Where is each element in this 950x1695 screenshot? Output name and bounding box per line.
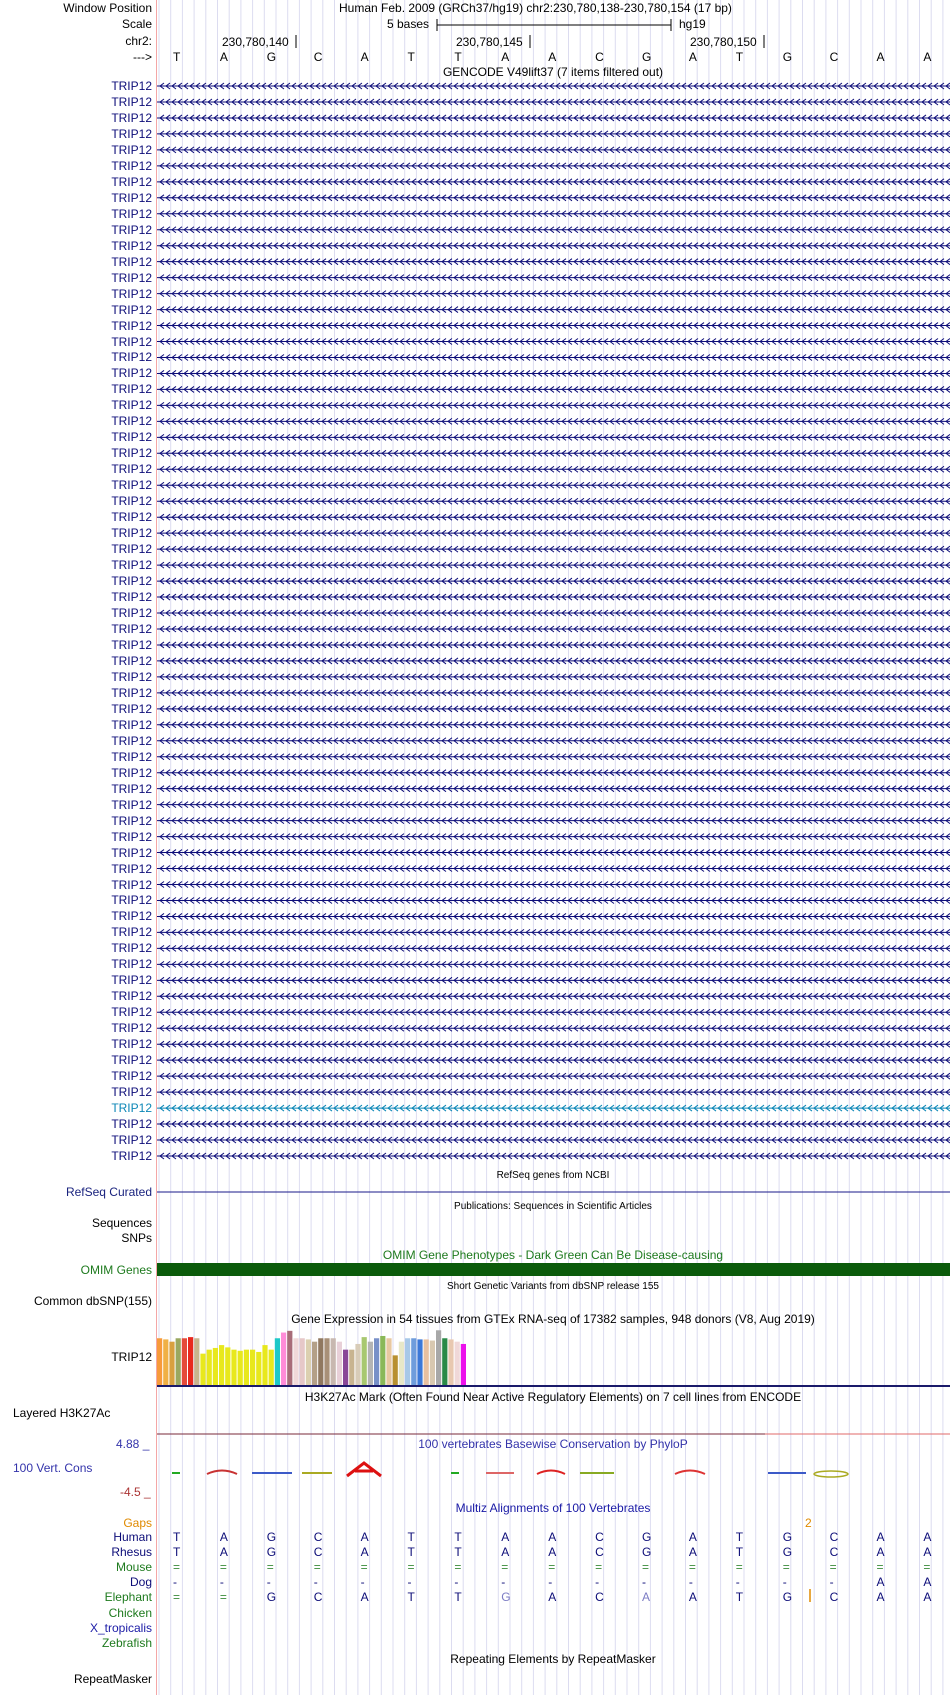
publications-track-title[interactable]: Publications: Sequences in Scientific Articles <box>454 1201 652 1212</box>
gene-label-trip12[interactable]: TRIP12 <box>111 590 152 605</box>
gtex-tissue-bar <box>455 1342 460 1385</box>
phylop-score-mark <box>814 1471 848 1477</box>
aligned-base: A <box>219 1545 228 1560</box>
aligned-base: - <box>829 1575 834 1590</box>
gtex-tissue-bar <box>169 1342 174 1385</box>
dbsnp-label[interactable]: Common dbSNP(155) <box>33 1294 152 1308</box>
aligned-base: - <box>501 1575 506 1590</box>
gtex-tissue-bar <box>461 1344 466 1385</box>
species-label-elephant[interactable]: Elephant <box>104 1590 152 1605</box>
gtex-tissue-bar <box>374 1338 379 1385</box>
gene-label-trip12[interactable]: TRIP12 <box>111 1021 152 1036</box>
gtex-tissue-bar <box>231 1350 236 1385</box>
aligned-base: = <box>313 1560 321 1575</box>
h3k27ac-label[interactable]: Layered H3K27Ac <box>13 1406 111 1420</box>
repeatmasker-label[interactable]: RepeatMasker <box>73 1672 152 1686</box>
gene-label-trip12[interactable]: TRIP12 <box>111 430 152 445</box>
gene-label-trip12[interactable]: TRIP12 <box>111 478 152 493</box>
gene-label-trip12[interactable]: TRIP12 <box>111 861 152 876</box>
aligned-base: = <box>219 1560 227 1575</box>
refseq-curated-label[interactable]: RefSeq Curated <box>65 1185 152 1199</box>
gene-label-trip12[interactable]: TRIP12 <box>111 653 152 668</box>
aligned-base: A <box>548 1530 557 1544</box>
aligned-base: - <box>642 1575 646 1590</box>
aligned-base: A <box>219 1530 228 1544</box>
gene-label-trip12[interactable]: TRIP12 <box>111 685 152 700</box>
gene-label-trip12[interactable]: TRIP12 <box>111 526 152 541</box>
gtex-tissue-bar <box>281 1333 286 1385</box>
aligned-base: - <box>454 1575 459 1590</box>
base-letter: T <box>173 50 181 64</box>
gene-label-trip12[interactable]: TRIP12 <box>111 941 152 956</box>
gene-label-trip12[interactable]: TRIP12 <box>111 542 152 557</box>
scale-label: Scale <box>121 17 152 31</box>
aligned-base: A <box>501 1530 510 1544</box>
species-label-zebrafish[interactable]: Zebrafish <box>101 1635 152 1650</box>
strand-direction-label: ---> <box>133 50 152 64</box>
gene-label-trip12[interactable]: TRIP12 <box>111 110 152 125</box>
base-letter: T <box>454 50 462 64</box>
aligned-base: - <box>266 1575 271 1590</box>
aligned-base: = <box>360 1560 368 1575</box>
aligned-base: G <box>266 1530 277 1544</box>
gene-label-trip12[interactable]: TRIP12 <box>111 781 152 796</box>
gtex-tissue-bar <box>331 1338 336 1385</box>
gene-label-trip12[interactable]: TRIP12 <box>111 621 152 636</box>
aligned-base: - <box>548 1575 553 1590</box>
gene-label-trip12[interactable]: TRIP12 <box>111 79 152 93</box>
refseq-track-title[interactable]: RefSeq genes from NCBI <box>496 1170 610 1181</box>
phylop-score-mark <box>537 1471 565 1475</box>
aligned-base: G <box>782 1530 793 1544</box>
gtex-tissue-bar <box>393 1355 398 1385</box>
aligned-base: = <box>735 1560 743 1575</box>
aligned-base: C <box>313 1530 323 1544</box>
aligned-base: = <box>219 1590 227 1605</box>
gencode-track-title[interactable]: GENCODE V49lift37 (7 items filtered out) <box>442 65 664 79</box>
aligned-base: - <box>360 1575 365 1590</box>
gtex-tissue-bar <box>436 1330 441 1385</box>
aligned-base: C <box>829 1530 839 1544</box>
gaps-label: Gaps <box>123 1516 152 1530</box>
gtex-tissue-bar <box>293 1338 298 1385</box>
gene-label-trip12[interactable]: TRIP12 <box>111 717 152 732</box>
species-label-dog[interactable]: Dog <box>129 1575 152 1590</box>
gene-label-trip12[interactable]: TRIP12 <box>111 877 152 892</box>
gtex-tissue-bar <box>324 1338 329 1385</box>
aligned-base: - <box>735 1575 740 1590</box>
aligned-base: C <box>313 1545 323 1560</box>
repeatmasker-track-title[interactable]: Repeating Elements by RepeatMasker <box>450 1652 656 1666</box>
aligned-base: = <box>454 1560 462 1575</box>
scale-assembly-text: hg19 <box>679 17 706 31</box>
aligned-base: G <box>642 1545 652 1560</box>
base-letter: G <box>266 50 277 64</box>
base-letter: C <box>595 50 604 64</box>
gtex-tissue-bar <box>262 1345 267 1385</box>
gtex-tissue-bar <box>225 1347 230 1385</box>
gene-label-trip12[interactable]: TRIP12 <box>111 318 152 333</box>
gene-label-trip12[interactable]: TRIP12 <box>111 286 152 301</box>
aligned-base: G <box>266 1545 277 1560</box>
gene-label-trip12[interactable]: TRIP12 <box>111 813 152 828</box>
aligned-base: = <box>548 1560 556 1575</box>
base-letter: A <box>219 50 228 64</box>
ruler-tick-label: 230,780,150 <box>690 35 757 49</box>
aligned-base: A <box>360 1545 369 1560</box>
gtex-tissue-bar <box>188 1337 193 1385</box>
gtex-tissue-bar <box>442 1338 447 1385</box>
aligned-base: T <box>173 1530 181 1544</box>
aligned-base: A <box>923 1530 932 1544</box>
aligned-base: A <box>923 1590 932 1605</box>
gtex-tissue-bar <box>399 1342 404 1385</box>
gene-label-trip12[interactable]: TRIP12 <box>111 158 152 173</box>
aligned-base: A <box>548 1590 557 1605</box>
aligned-base: T <box>735 1530 744 1544</box>
gtex-tissue-bar <box>275 1338 280 1385</box>
gene-label-trip12[interactable]: TRIP12 <box>111 669 152 684</box>
gtex-tissue-bar <box>424 1339 429 1385</box>
aligned-base: A <box>923 1545 932 1560</box>
gene-label-trip12[interactable]: TRIP12 <box>111 414 152 429</box>
gtex-tissue-bar <box>448 1339 453 1385</box>
gene-label-trip12[interactable]: TRIP12 <box>111 254 152 269</box>
gtex-tissue-bar <box>194 1338 199 1385</box>
aligned-base: A <box>360 1530 369 1544</box>
aligned-base: A <box>876 1530 885 1544</box>
gtex-tissue-bar <box>157 1338 162 1385</box>
aligned-base: T <box>735 1590 744 1605</box>
gtex-tissue-bar <box>380 1336 385 1385</box>
base-letter: C <box>829 50 839 64</box>
gene-label-trip12[interactable]: TRIP12 <box>111 174 152 189</box>
gene-label-trip12[interactable]: TRIP12 <box>111 701 152 716</box>
gene-label-trip12[interactable]: TRIP12 <box>111 765 152 780</box>
aligned-base: A <box>642 1590 651 1605</box>
gtex-tissue-bar <box>355 1344 360 1385</box>
base-letter: G <box>782 50 793 64</box>
aligned-base: G <box>782 1590 793 1605</box>
aligned-base: - <box>407 1575 412 1590</box>
multiz-track-title[interactable]: Multiz Alignments of 100 Vertebrates <box>455 1501 651 1515</box>
gene-label-trip12[interactable]: TRIP12 <box>111 1037 152 1052</box>
gene-label-trip12[interactable]: TRIP12 <box>111 398 152 413</box>
gtex-tissue-bar <box>300 1338 305 1385</box>
aligned-base: A <box>876 1575 885 1590</box>
gtex-tissue-bar <box>349 1350 354 1385</box>
gene-label-trip12[interactable]: TRIP12 <box>111 446 152 461</box>
aligned-base: = <box>829 1560 837 1575</box>
gene-label-trip12[interactable]: TRIP12 <box>111 94 152 109</box>
species-label-human[interactable]: Human <box>113 1530 152 1544</box>
base-letter: A <box>688 50 697 64</box>
chromosome-label: chr2: <box>125 34 152 48</box>
gtex-tissue-bar <box>163 1339 168 1385</box>
gap-count: 2 <box>805 1516 812 1530</box>
gene-label-trip12[interactable]: TRIP12 <box>111 733 152 748</box>
aligned-base: T <box>173 1545 181 1560</box>
gtex-tissue-bar <box>337 1342 342 1385</box>
aligned-base: - <box>688 1575 693 1590</box>
aligned-base: C <box>595 1590 604 1605</box>
aligned-base: = <box>595 1560 603 1575</box>
gene-label-trip12[interactable]: TRIP12 <box>111 574 152 589</box>
aligned-base: T <box>454 1590 462 1605</box>
gtex-track-title[interactable]: Gene Expression in 54 tissues from GTEx RNA-seq of 17382 samples, 948 donors (V8, Aug 2019) <box>291 1312 815 1326</box>
gene-label-trip12[interactable]: TRIP12 <box>111 366 152 381</box>
aligned-base: G <box>501 1590 511 1605</box>
aligned-base: T <box>407 1590 415 1605</box>
aligned-base: - <box>782 1575 787 1590</box>
aligned-base: T <box>407 1530 415 1544</box>
aligned-base: = <box>173 1560 181 1575</box>
gtex-tissue-bar <box>430 1341 435 1385</box>
gtex-tissue-bar <box>411 1338 416 1385</box>
base-letter: T <box>735 50 744 64</box>
gene-label-trip12[interactable]: TRIP12 <box>111 829 152 844</box>
aligned-base: A <box>688 1590 697 1605</box>
species-label-mouse[interactable]: Mouse <box>115 1560 152 1575</box>
phylop-min-label: -4.5 _ <box>120 1485 151 1499</box>
base-letter: G <box>642 50 652 64</box>
assembly-position-text[interactable]: Human Feb. 2009 (GRCh37/hg19) chr2:230,780,138-230,780,154 (17 bp) <box>339 1 732 15</box>
aligned-base: = <box>876 1560 884 1575</box>
base-letter: C <box>313 50 323 64</box>
gtex-tissue-bar <box>318 1338 323 1385</box>
phylop-track-title[interactable]: 100 vertebrates Basewise Conservation by PhyloP <box>418 1437 688 1451</box>
gene-label-trip12[interactable]: TRIP12 <box>111 350 152 365</box>
phylop-track-label[interactable]: 100 Vert. Cons <box>13 1461 93 1475</box>
aligned-base: A <box>923 1575 932 1590</box>
aligned-base: A <box>876 1545 885 1560</box>
gtex-tissue-bar <box>207 1350 212 1385</box>
gtex-tissue-bar <box>219 1345 224 1385</box>
phylop-max-label: 4.88 _ <box>116 1437 150 1451</box>
dbsnp-track-title[interactable]: Short Genetic Variants from dbSNP release 155 <box>447 1281 659 1292</box>
aligned-base: A <box>688 1530 697 1544</box>
base-letter: A <box>923 50 932 64</box>
omim-bar <box>157 1263 950 1276</box>
base-letter: A <box>876 50 885 64</box>
aligned-base: = <box>642 1560 650 1575</box>
gene-label-trip12[interactable]: TRIP12 <box>111 973 152 988</box>
gene-label-trip12[interactable]: TRIP12 <box>111 1005 152 1020</box>
gene-label-trip12[interactable]: TRIP12 <box>111 749 152 764</box>
h3k27ac-track-title[interactable]: H3K27Ac Mark (Often Found Near Active Regulatory Elements) on 7 cell lines from ENCODE <box>304 1390 802 1404</box>
gtex-gene-label[interactable]: TRIP12 <box>111 1350 152 1364</box>
species-label-rhesus[interactable]: Rhesus <box>111 1545 152 1560</box>
gene-label-trip12[interactable]: TRIP12 <box>111 637 152 652</box>
gene-label-trip12[interactable]: TRIP12 <box>111 606 152 620</box>
ruler-tick-label: 230,780,145 <box>456 35 523 49</box>
gene-label-trip12[interactable]: TRIP12 <box>111 893 152 908</box>
gene-label-trip12[interactable]: TRIP12 <box>111 925 152 940</box>
gene-label-trip12[interactable]: TRIP12 <box>111 1101 152 1116</box>
base-letter: A <box>501 50 510 64</box>
gene-label-trip12[interactable]: TRIP12 <box>111 126 152 141</box>
aligned-base: A <box>876 1590 885 1605</box>
gene-label-trip12[interactable]: TRIP12 <box>111 1133 152 1148</box>
gtex-tissue-bar <box>250 1350 255 1385</box>
gtex-tissue-bar <box>417 1339 422 1385</box>
gtex-tissue-bar <box>312 1342 317 1385</box>
ruler-tick-label: 230,780,140 <box>222 35 289 49</box>
base-letter: A <box>548 50 557 64</box>
base-letter: A <box>360 50 369 64</box>
phylop-score-mark <box>207 1471 237 1475</box>
gene-label-trip12[interactable]: TRIP12 <box>111 494 152 509</box>
aligned-base: G <box>266 1590 277 1605</box>
gene-label-trip12[interactable]: TRIP12 <box>111 382 152 397</box>
gene-label-trip12[interactable]: TRIP12 <box>111 302 152 317</box>
gene-label-trip12[interactable]: TRIP12 <box>111 334 152 349</box>
gtex-tissue-bar <box>368 1342 373 1385</box>
gene-label-trip12[interactable]: TRIP12 <box>111 510 152 525</box>
aligned-base: - <box>173 1575 177 1590</box>
aligned-base: - <box>313 1575 318 1590</box>
gtex-tissue-bar <box>256 1352 261 1385</box>
gene-label-trip12[interactable]: TRIP12 <box>111 989 152 1004</box>
gene-label-trip12[interactable]: TRIP12 <box>111 558 152 573</box>
aligned-base: G <box>782 1545 793 1560</box>
aligned-base: T <box>454 1545 462 1560</box>
gtex-tissue-bar <box>362 1337 367 1385</box>
aligned-base: T <box>454 1530 462 1544</box>
aligned-base: C <box>595 1545 604 1560</box>
gene-label-trip12[interactable]: TRIP12 <box>111 270 152 285</box>
gtex-tissue-bar <box>182 1338 187 1385</box>
publications-snps-label[interactable]: SNPs <box>121 1231 152 1245</box>
omim-track-title[interactable]: OMIM Gene Phenotypes - Dark Green Can Be Disease-causing <box>382 1248 724 1262</box>
omim-genes-label[interactable]: OMIM Genes <box>80 1263 152 1277</box>
aligned-base: = <box>173 1590 181 1605</box>
base-letter: T <box>407 50 415 64</box>
gtex-tissue-bar <box>213 1348 218 1385</box>
gene-label-trip12[interactable]: TRIP12 <box>111 845 152 860</box>
species-label-chicken[interactable]: Chicken <box>108 1605 152 1620</box>
gtex-tissue-bar <box>306 1339 311 1385</box>
aligned-base: T <box>735 1545 744 1560</box>
aligned-base: = <box>782 1560 790 1575</box>
aligned-base: A <box>360 1590 369 1605</box>
gtex-tissue-bar <box>238 1351 243 1385</box>
gtex-tissue-bar <box>343 1350 348 1385</box>
aligned-base: C <box>829 1545 839 1560</box>
gene-label-trip12[interactable]: TRIP12 <box>111 462 152 477</box>
gene-label-trip12[interactable]: TRIP12 <box>111 222 152 237</box>
aligned-base: C <box>313 1590 323 1605</box>
gene-label-trip12[interactable]: TRIP12 <box>111 206 152 221</box>
aligned-base: = <box>501 1560 509 1575</box>
gene-label-trip12[interactable]: TRIP12 <box>111 797 152 812</box>
aligned-base: = <box>266 1560 274 1575</box>
gene-label-trip12[interactable]: TRIP12 <box>111 1085 152 1100</box>
gtex-tissue-bar <box>176 1338 181 1385</box>
gene-label-trip12[interactable]: TRIP12 <box>111 142 152 157</box>
gtex-tissue-bar <box>244 1350 249 1385</box>
aligned-base: C <box>595 1530 604 1544</box>
gene-label-trip12[interactable]: TRIP12 <box>111 1148 152 1163</box>
gtex-tissue-bar <box>386 1338 391 1385</box>
gene-label-trip12[interactable]: TRIP12 <box>111 190 152 205</box>
gene-label-trip12[interactable]: TRIP12 <box>111 1069 152 1084</box>
species-label-x_tropicalis[interactable]: X_tropicalis <box>89 1620 152 1635</box>
gene-label-trip12[interactable]: TRIP12 <box>111 1053 152 1068</box>
gtex-tissue-bar <box>200 1354 205 1385</box>
gene-label-trip12[interactable]: TRIP12 <box>111 909 152 924</box>
aligned-base: = <box>923 1560 931 1575</box>
aligned-base: = <box>688 1560 696 1575</box>
aligned-base: A <box>548 1545 557 1560</box>
aligned-base: T <box>407 1545 415 1560</box>
window-position-label: Window Position <box>63 1 152 15</box>
aligned-base: A <box>688 1545 697 1560</box>
scale-bases-text: 5 bases <box>387 17 430 31</box>
aligned-base: - <box>219 1575 224 1590</box>
gtex-tissue-bar <box>269 1350 274 1385</box>
aligned-base: C <box>829 1590 839 1605</box>
phylop-score-mark <box>675 1471 705 1475</box>
aligned-base: G <box>642 1530 652 1544</box>
gene-label-trip12[interactable]: TRIP12 <box>111 238 152 253</box>
aligned-base: - <box>595 1575 600 1590</box>
gene-label-trip12[interactable]: TRIP12 <box>111 957 152 972</box>
publications-sequences-label[interactable]: Sequences <box>91 1216 152 1230</box>
gtex-tissue-bar <box>287 1331 292 1385</box>
aligned-base: = <box>407 1560 415 1575</box>
gtex-tissue-bar <box>405 1338 410 1385</box>
aligned-base: A <box>501 1545 510 1560</box>
gene-label-trip12[interactable]: TRIP12 <box>111 1117 152 1132</box>
